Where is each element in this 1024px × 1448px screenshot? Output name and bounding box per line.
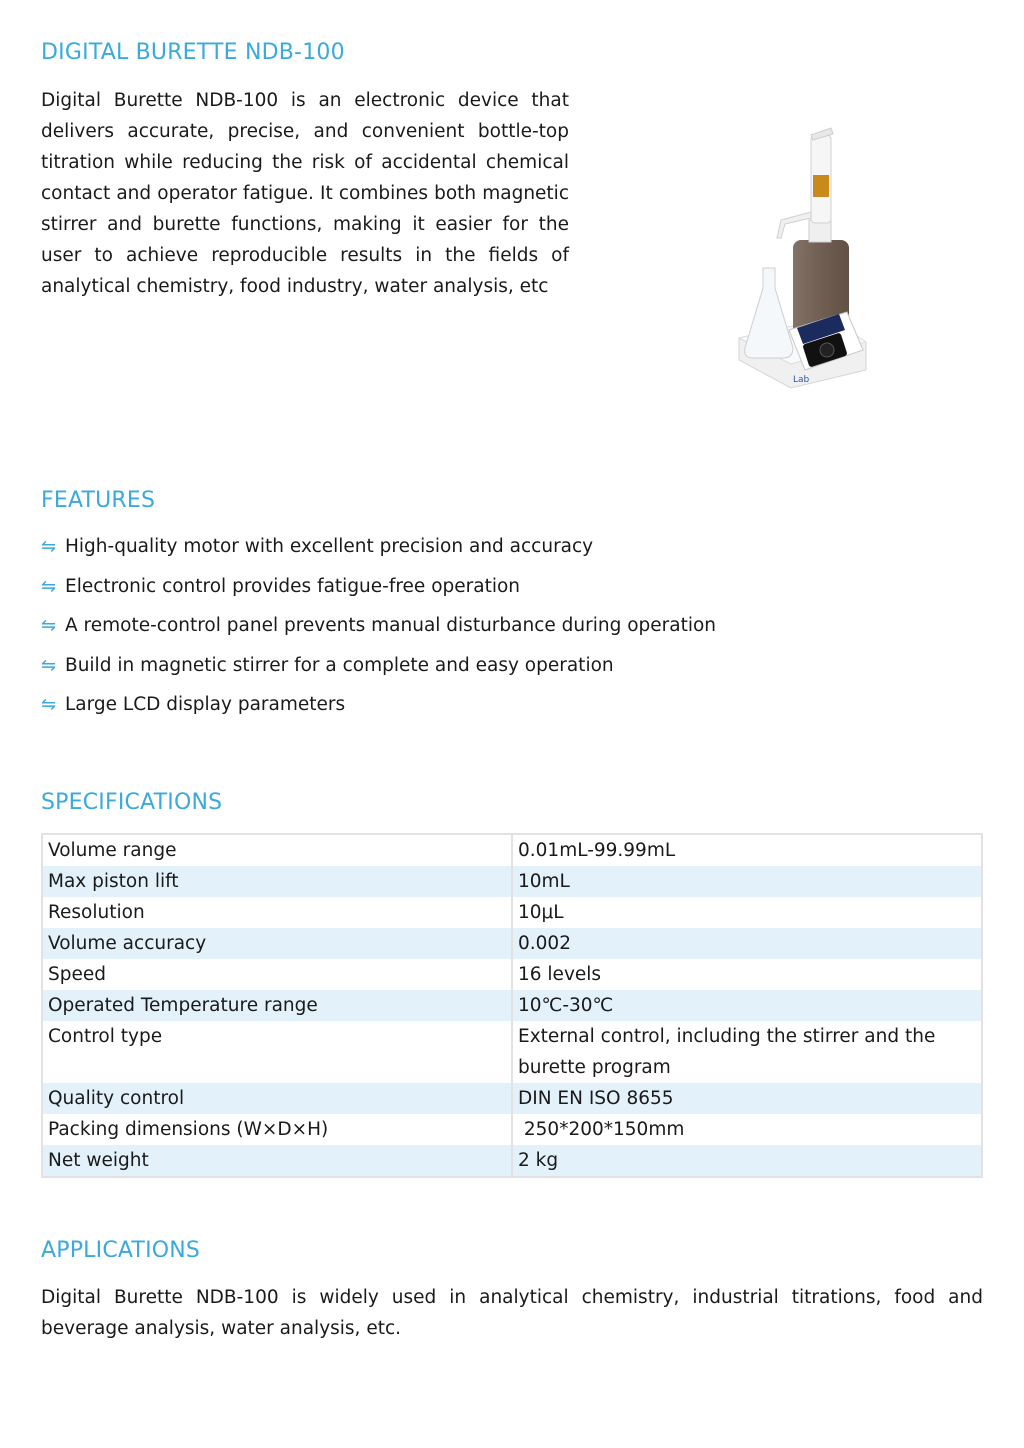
table-row: Packing dimensions (W×D×H) 250*200*150mm	[42, 1114, 982, 1145]
applications-paragraph: Digital Burette NDB-100 is widely used in analytical chemistry, industrial titrations, food and beverage analysis, water analysis, etc.	[41, 1287, 983, 1339]
feature-item: ⇋ High-quality motor with excellent precision and accuracy	[41, 533, 716, 573]
page-title: DIGITAL BURETTE NDB-100	[41, 40, 345, 65]
arrows-icon: ⇋	[41, 694, 57, 716]
digital-burette-image	[731, 120, 881, 390]
arrows-icon: ⇋	[41, 654, 57, 676]
feature-item: ⇋ Build in magnetic stirrer for a complete and easy operation	[41, 652, 716, 692]
feature-item: ⇋ Large LCD display parameters	[41, 691, 716, 731]
features-heading: FEATURES	[41, 488, 156, 513]
table-row: Volume range 0.01mL-99.99mL	[42, 834, 982, 866]
table-row: Volume accuracy 0.002	[42, 928, 982, 959]
specifications-heading: SPECIFICATIONS	[41, 790, 223, 815]
table-row: Max piston lift 10mL	[42, 866, 982, 897]
table-row: Resolution 10μL	[42, 897, 982, 928]
arrows-icon: ⇋	[41, 575, 57, 597]
arrows-icon: ⇋	[41, 615, 57, 637]
intro-paragraph: Digital Burette NDB-100 is an electronic device that delivers accurate, precise, and convenient bottle-top titration while reducing the risk of accidental chemical contact and operator fatigue. It combines both magnetic stirrer and burette functions, making it easier for the user to achieve reproducible results in the fields of analytical chemistry, food industry, water analysis, etc	[41, 90, 569, 297]
features-list	[41, 533, 716, 731]
specifications-table	[41, 833, 983, 1178]
table-row: Operated Temperature range 10℃-30℃	[42, 990, 982, 1021]
arrows-icon: ⇋	[41, 536, 57, 557]
table-row: Speed 16 levels	[42, 959, 982, 990]
table-row: Quality control DIN EN ISO 8655	[42, 1083, 982, 1114]
applications-heading: APPLICATIONS	[41, 1238, 201, 1263]
feature-item: ⇋ Electronic control provides fatigue-free operation	[41, 573, 716, 613]
feature-item: ⇋ A remote-control panel prevents manual disturbance during operation	[41, 612, 716, 652]
table-row: Control type External control, including the stirrer and the burette program	[42, 1021, 982, 1083]
svg-text:Lab: Lab	[793, 375, 810, 385]
table-row: Net weight 2 kg	[42, 1145, 982, 1177]
